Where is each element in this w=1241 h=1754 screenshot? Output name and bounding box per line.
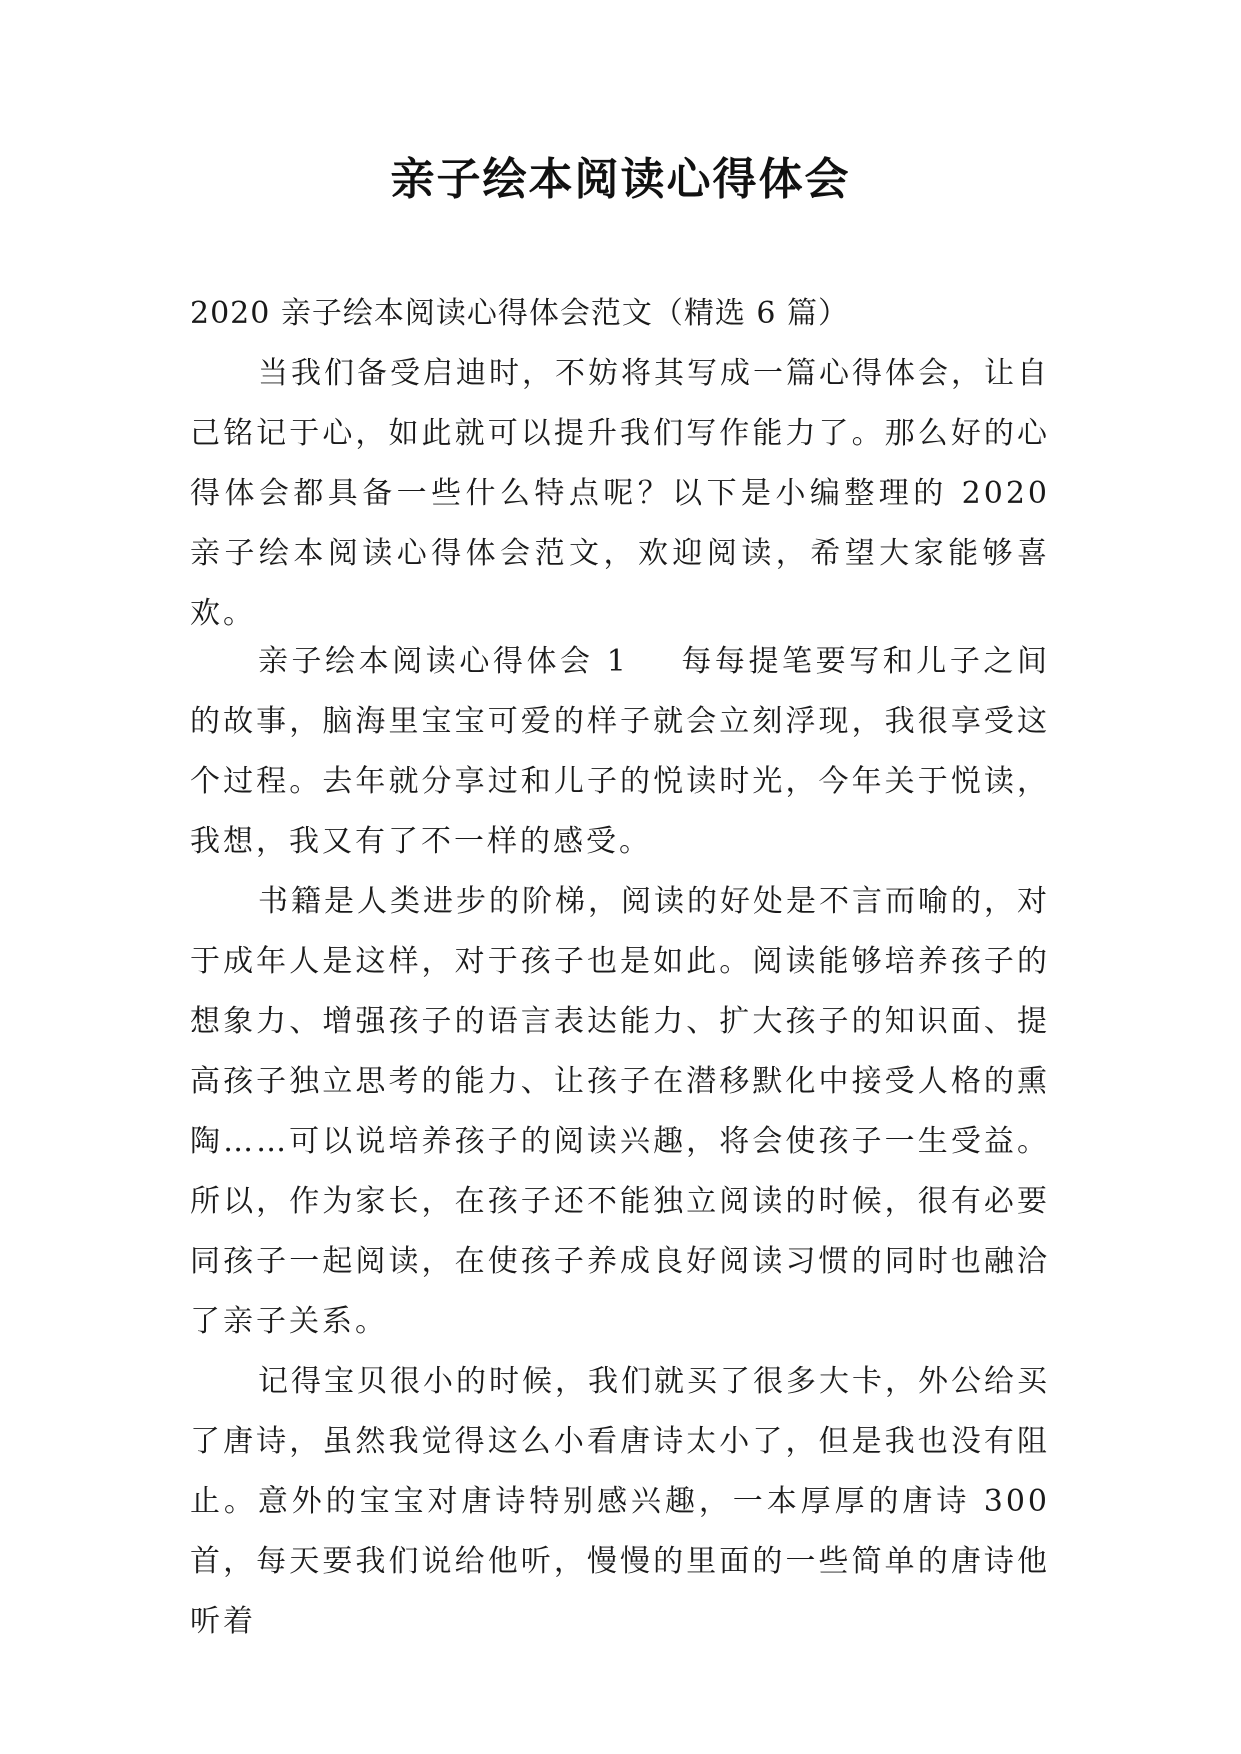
document-title: 亲子绘本阅读心得体会 [390, 154, 851, 205]
paragraph-text: 每每提笔要写和儿子之间的故事，脑海里宝宝可爱的样子就会立刻浮现，我很享受这个过程。去年就分享过和儿子的悦读时光，今年关于悦读，我想，我又有了不一样的感受。 [190, 644, 1050, 859]
section-1 [190, 632, 1050, 1652]
intro-paragraph: 当我们备受启迪时，不妨将其写成一篇心得体会，让自己铭记于心，如此就可以提升我们写作能力了。那么好的心得体会都具备一些什么特点呢？以下是小编整理的 2020 亲子绘本阅读心得体会范文，欢迎阅读，希望大家能够喜欢。 [190, 356, 1050, 631]
section-1-paragraph: 书籍是人类进步的阶梯，阅读的好处是不言而喻的，对于成年人是这样，对于孩子也是如此。阅读能够培养孩子的想象力、增强孩子的语言表达能力、扩大孩子的知识面、提高孩子独立思考的能力、让孩子在潜移默化中接受人格的熏陶……可以说培养孩子的阅读兴趣，将会使孩子一生受益。所以，作为家长，在孩子还不能独立阅读的时候，很有必要同孩子一起阅读，在使孩子养成良好阅读习惯的同时也融洽了亲子关系。 [190, 884, 1050, 1339]
section-1-paragraph [190, 632, 1050, 872]
document-subtitle: 2020 亲子绘本阅读心得体会范文（精选 6 篇） [190, 296, 850, 331]
section-heading: 亲子绘本阅读心得体会 1 [258, 644, 629, 679]
section-1-paragraph: 记得宝贝很小的时候，我们就买了很多大卡，外公给买了唐诗，虽然我觉得这么小看唐诗太小了，但是我也没有阻止。意外的宝宝对唐诗特别感兴趣，一本厚厚的唐诗 300 首，每天要我们说给他听，慢慢的里面的一些简单的唐诗他听着 [190, 1364, 1050, 1639]
